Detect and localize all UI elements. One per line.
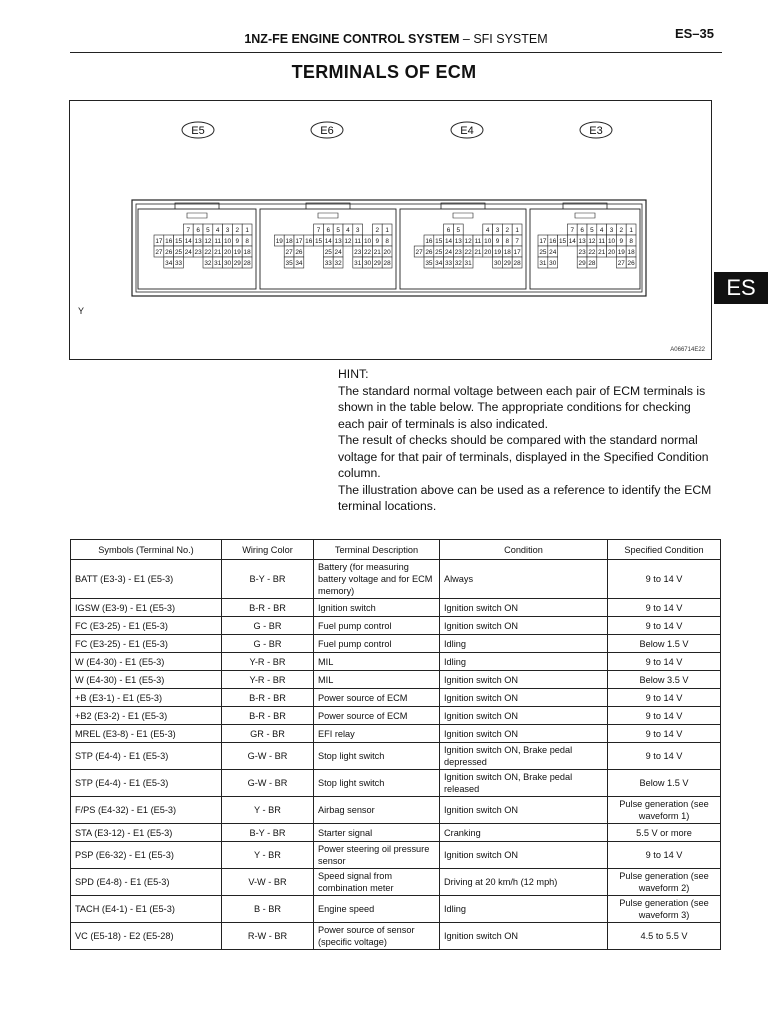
cell-symbols: SPD (E4-8) - E1 (E5-3)	[71, 869, 222, 896]
terminal-number: 4	[215, 227, 220, 235]
cell-wiring-color: Y-R - BR	[222, 653, 314, 671]
cell-condition: Cranking	[440, 824, 608, 842]
table-row	[71, 635, 721, 653]
connector-label: E4	[460, 125, 474, 137]
terminal-number: 30	[223, 260, 232, 268]
terminal-number: 17	[539, 238, 547, 246]
terminal-number: 10	[484, 238, 492, 246]
terminal-number: 13	[454, 238, 462, 246]
terminal-number: 32	[334, 260, 342, 268]
terminal-number: 12	[204, 238, 212, 246]
cell-specified: 9 to 14 V	[608, 707, 721, 725]
cell-wiring-color: B-Y - BR	[222, 560, 314, 599]
cell-condition: Driving at 20 km/h (12 mph)	[440, 869, 608, 896]
terminal-number: 7	[316, 227, 321, 235]
cell-symbols: W (E4-30) - E1 (E5-3)	[71, 653, 222, 671]
header-title-main: 1NZ-FE ENGINE CONTROL SYSTEM	[244, 32, 460, 46]
terminal-number: 3	[225, 227, 230, 235]
cell-description: Ignition switch	[314, 599, 440, 617]
cell-wiring-color: G-W - BR	[222, 743, 314, 770]
cell-specified: Pulse generation (see waveform 3)	[608, 896, 721, 923]
cell-description: Power source of ECM	[314, 689, 440, 707]
terminal-number: 6	[580, 227, 584, 235]
terminal-number: 15	[174, 238, 183, 246]
cell-symbols: STP (E4-4) - E1 (E5-3)	[71, 743, 222, 770]
terminal-number: 1	[245, 227, 249, 235]
terminal-number: 21	[373, 249, 381, 257]
table-row	[71, 824, 721, 842]
terminal-number: 1	[385, 227, 389, 235]
terminal-number: 26	[165, 249, 173, 257]
terminal-number: 32	[454, 260, 462, 268]
connector-label: E3	[589, 125, 603, 137]
table-row	[71, 725, 721, 743]
table-row	[71, 689, 721, 707]
column-header-description: Terminal Description	[314, 540, 440, 560]
cell-symbols: IGSW (E3-9) - E1 (E5-3)	[71, 599, 222, 617]
table-row	[71, 842, 721, 869]
terminal-number: 14	[324, 238, 332, 246]
table-row	[71, 671, 721, 689]
cell-specified: Pulse generation (see waveform 1)	[608, 797, 721, 824]
terminal-number: 23	[194, 249, 202, 257]
table-row	[71, 743, 721, 770]
hint-block	[338, 366, 718, 515]
terminal-number: 29	[233, 260, 241, 268]
cell-symbols: STP (E4-4) - E1 (E5-3)	[71, 770, 222, 797]
hint-paragraph-3: The illustration above can be used as a reference to identify the ECM terminal locations.	[338, 482, 712, 513]
terminal-number: 25	[539, 249, 547, 257]
terminal-number: 26	[425, 249, 433, 257]
terminal-number: 5	[456, 227, 461, 235]
connector-key	[318, 213, 338, 218]
terminal-number: 18	[503, 249, 511, 257]
terminal-number: 6	[326, 227, 331, 235]
connector-key	[187, 213, 207, 218]
terminal-number: 11	[598, 238, 606, 246]
terminal-number: 7	[570, 227, 575, 235]
cell-wiring-color: G - BR	[222, 617, 314, 635]
terminal-number: 9	[619, 238, 624, 246]
cell-symbols: MREL (E3-8) - E1 (E5-3)	[71, 725, 222, 743]
cell-symbols: STA (E3-12) - E1 (E5-3)	[71, 824, 222, 842]
terminal-number: 29	[503, 260, 511, 268]
terminal-number: 27	[415, 249, 423, 257]
cell-condition: Ignition switch ON	[440, 617, 608, 635]
cell-description: Power steering oil pressure sensor	[314, 842, 440, 869]
cell-symbols: W (E4-30) - E1 (E5-3)	[71, 671, 222, 689]
terminal-number: 28	[383, 260, 391, 268]
cell-condition: Ignition switch ON, Brake pedal released	[440, 770, 608, 797]
terminal-number: 27	[155, 249, 163, 257]
terminal-number: 17	[295, 238, 303, 246]
terminal-number: 20	[607, 249, 616, 257]
terminal-number: 9	[375, 238, 380, 246]
cell-specified: 9 to 14 V	[608, 725, 721, 743]
cell-condition: Ignition switch ON	[440, 725, 608, 743]
terminal-number: 4	[485, 227, 490, 235]
terminal-number: 29	[373, 260, 381, 268]
cell-symbols: VC (E5-18) - E2 (E5-28)	[71, 923, 222, 950]
terminal-number: 17	[155, 238, 163, 246]
column-header-condition: Condition	[440, 540, 608, 560]
terminal-number: 12	[464, 238, 472, 246]
terminal-number: 18	[285, 238, 293, 246]
terminal-number: 20	[223, 249, 232, 257]
terminal-number: 16	[165, 238, 173, 246]
terminal-number: 2	[375, 227, 380, 235]
terminal-number: 30	[493, 260, 502, 268]
terminal-number: 21	[598, 249, 606, 257]
terminal-number: 11	[354, 238, 362, 246]
cell-wiring-color: G-W - BR	[222, 770, 314, 797]
terminal-number: 3	[495, 227, 500, 235]
terminal-number: 17	[513, 249, 521, 257]
terminal-number: 31	[354, 260, 362, 268]
terminal-number: 16	[425, 238, 433, 246]
terminal-number: 8	[505, 238, 510, 246]
cell-description: MIL	[314, 653, 440, 671]
cell-symbols: BATT (E3-3) - E1 (E5-3)	[71, 560, 222, 599]
terminal-number: 23	[578, 249, 586, 257]
terminal-number: 11	[214, 238, 222, 246]
terminal-number: 19	[233, 249, 241, 257]
terminal-number: 34	[165, 260, 173, 268]
table-row	[71, 896, 721, 923]
cell-condition: Ignition switch ON, Brake pedal depressed	[440, 743, 608, 770]
cell-specified: 9 to 14 V	[608, 560, 721, 599]
cell-description: Power source of ECM	[314, 707, 440, 725]
cell-description: EFI relay	[314, 725, 440, 743]
cell-description: Airbag sensor	[314, 797, 440, 824]
column-header-symbols: Symbols (Terminal No.)	[71, 540, 222, 560]
cell-description: Battery (for measuring battery voltage and for ECM memory)	[314, 560, 440, 599]
terminal-number: 13	[334, 238, 342, 246]
terminal-number: 16	[549, 238, 557, 246]
header-title-separator: –	[462, 32, 470, 46]
terminal-number: 15	[314, 238, 323, 246]
cell-condition: Idling	[440, 635, 608, 653]
terminal-number: 29	[578, 260, 586, 268]
table-row	[71, 869, 721, 896]
hint-paragraph-2: The result of checks should be compared with the standard normal voltage for that pair of terminals, displayed in the Specified Condition column.	[338, 433, 709, 480]
terminal-number: 11	[474, 238, 482, 246]
terminal-number: 24	[444, 249, 453, 257]
terminal-number: 12	[344, 238, 352, 246]
terminal-number: 26	[627, 260, 635, 268]
terminal-number: 28	[243, 260, 251, 268]
page-number: ES–35	[674, 26, 714, 41]
cell-description: Power source of sensor (specific voltage)	[314, 923, 440, 950]
terminal-number: 21	[214, 249, 222, 257]
terminal-number: 27	[285, 249, 293, 257]
terminal-number: 16	[305, 238, 313, 246]
terminal-number: 18	[243, 249, 251, 257]
terminal-number: 7	[515, 238, 519, 246]
cell-description: Stop light switch	[314, 743, 440, 770]
header-title-sub: SFI SYSTEM	[473, 32, 548, 46]
terminal-number: 5	[206, 227, 210, 235]
terminal-number: 10	[363, 238, 372, 246]
table-row	[71, 923, 721, 950]
terminal-number: 19	[275, 238, 283, 246]
terminal-number: 2	[235, 227, 240, 235]
cell-description: Fuel pump control	[314, 635, 440, 653]
cell-symbols: TACH (E4-1) - E1 (E5-3)	[71, 896, 222, 923]
terminal-number: 24	[184, 249, 192, 257]
cell-wiring-color: V-W - BR	[222, 869, 314, 896]
terminal-number: 5	[590, 227, 594, 235]
cell-description: Starter signal	[314, 824, 440, 842]
cell-wiring-color: B-R - BR	[222, 707, 314, 725]
terminal-number: 30	[549, 260, 557, 268]
terminal-number: 20	[383, 249, 391, 257]
terminal-number: 27	[617, 260, 625, 268]
connector-label: E5	[191, 125, 205, 137]
cell-specified: Below 1.5 V	[608, 635, 721, 653]
table-row	[71, 797, 721, 824]
terminal-number: 6	[196, 227, 200, 235]
terminal-number: 3	[355, 227, 360, 235]
terminal-number: 35	[425, 260, 433, 268]
terminal-number: 1	[629, 227, 633, 235]
table-row	[71, 653, 721, 671]
connector-label: E6	[320, 125, 334, 137]
cell-specified: 9 to 14 V	[608, 653, 721, 671]
terminal-number: 20	[484, 249, 492, 257]
page-header	[70, 22, 722, 53]
terminal-number: 12	[588, 238, 596, 246]
terminal-number: 26	[295, 249, 303, 257]
cell-specified: 4.5 to 5.5 V	[608, 923, 721, 950]
table-row	[71, 560, 721, 599]
cell-description: Speed signal from combination meter	[314, 869, 440, 896]
cell-wiring-color: B-Y - BR	[222, 824, 314, 842]
terminal-number: 5	[336, 227, 340, 235]
cell-description: Engine speed	[314, 896, 440, 923]
terminal-number: 9	[495, 238, 500, 246]
ecm-terminal-table	[70, 539, 721, 950]
cell-symbols: +B (E3-1) - E1 (E5-3)	[71, 689, 222, 707]
terminal-number: 2	[505, 227, 510, 235]
page-title: TERMINALS OF ECM	[291, 62, 477, 82]
cell-specified: 9 to 14 V	[608, 689, 721, 707]
cell-wiring-color: G - BR	[222, 635, 314, 653]
terminal-number: 25	[435, 249, 443, 257]
terminal-number: 1	[515, 227, 519, 235]
connector-diagram	[70, 101, 713, 361]
cell-condition: Ignition switch ON	[440, 797, 608, 824]
cell-wiring-color: B-R - BR	[222, 599, 314, 617]
cell-condition: Ignition switch ON	[440, 842, 608, 869]
cell-wiring-color: B-R - BR	[222, 689, 314, 707]
cell-wiring-color: Y - BR	[222, 797, 314, 824]
cell-wiring-color: R-W - BR	[222, 923, 314, 950]
terminal-number: 34	[295, 260, 303, 268]
terminal-number: 22	[464, 249, 472, 257]
terminal-number: 15	[558, 238, 567, 246]
terminal-number: 30	[363, 260, 372, 268]
header-title	[70, 32, 722, 46]
terminal-number: 6	[446, 227, 451, 235]
terminal-number: 2	[619, 227, 624, 235]
terminal-number: 31	[214, 260, 222, 268]
terminal-number: 18	[627, 249, 635, 257]
cell-specified: Pulse generation (see waveform 2)	[608, 869, 721, 896]
table-row	[71, 599, 721, 617]
terminal-number: 22	[588, 249, 596, 257]
column-header-wiring: Wiring Color	[222, 540, 314, 560]
terminal-number: 19	[493, 249, 502, 257]
cell-symbols: FC (E3-25) - E1 (E5-3)	[71, 617, 222, 635]
cell-symbols: FC (E3-25) - E1 (E5-3)	[71, 635, 222, 653]
connector-key	[453, 213, 473, 218]
cell-wiring-color: Y - BR	[222, 842, 314, 869]
terminal-number: 25	[174, 249, 183, 257]
connector-key	[575, 213, 595, 218]
cell-condition: Ignition switch ON	[440, 923, 608, 950]
cell-symbols: F/PS (E4-32) - E1 (E5-3)	[71, 797, 222, 824]
terminal-number: 21	[474, 249, 482, 257]
terminal-number: 23	[454, 249, 462, 257]
cell-wiring-color: GR - BR	[222, 725, 314, 743]
cell-condition: Ignition switch ON	[440, 689, 608, 707]
terminal-number: 33	[174, 260, 183, 268]
terminal-number: 9	[235, 238, 240, 246]
terminal-number: 31	[539, 260, 547, 268]
terminal-number: 23	[354, 249, 362, 257]
terminal-number: 13	[578, 238, 586, 246]
terminal-number: 14	[184, 238, 192, 246]
terminal-number: 8	[629, 238, 633, 246]
cell-specified: 9 to 14 V	[608, 599, 721, 617]
ecm-connector-figure	[69, 100, 712, 360]
cell-condition: Ignition switch ON	[440, 599, 608, 617]
cell-symbols: PSP (E6-32) - E1 (E5-3)	[71, 842, 222, 869]
cell-condition: Ignition switch ON	[440, 707, 608, 725]
terminal-number: 33	[324, 260, 332, 268]
terminal-number: 14	[444, 238, 453, 246]
cell-specified: 9 to 14 V	[608, 617, 721, 635]
cell-description: MIL	[314, 671, 440, 689]
cell-specified: Below 3.5 V	[608, 671, 721, 689]
cell-condition: Idling	[440, 896, 608, 923]
hint-heading: HINT:	[338, 367, 369, 381]
cell-wiring-color: Y-R - BR	[222, 671, 314, 689]
table-row	[71, 770, 721, 797]
cell-condition: Idling	[440, 653, 608, 671]
figure-y-label: Y	[78, 306, 85, 316]
cell-condition: Always	[440, 560, 608, 599]
column-header-specified: Specified Condition	[608, 540, 721, 560]
terminal-number: 34	[435, 260, 443, 268]
terminal-number: 19	[617, 249, 625, 257]
terminal-number: 15	[435, 238, 443, 246]
figure-code: A066714E22	[670, 347, 705, 353]
cell-specified: 9 to 14 V	[608, 743, 721, 770]
terminal-number: 33	[444, 260, 453, 268]
terminal-number: 10	[223, 238, 232, 246]
hint-paragraph-1: The standard normal voltage between each pair of ECM terminals is shown in the table below. The appropriate conditions for checking each pair of terminals is also indicated.	[338, 383, 706, 431]
table-row	[71, 707, 721, 725]
terminal-number: 24	[334, 249, 342, 257]
cell-specified: 9 to 14 V	[608, 842, 721, 869]
cell-description: Fuel pump control	[314, 617, 440, 635]
terminal-number: 4	[346, 227, 350, 235]
terminal-number: 28	[513, 260, 521, 268]
terminal-number: 28	[588, 260, 596, 268]
terminal-number: 14	[568, 238, 576, 246]
terminal-number: 25	[324, 249, 332, 257]
cell-specified: 5.5 V or more	[608, 824, 721, 842]
terminal-number: 22	[363, 249, 372, 257]
cell-symbols: +B2 (E3-2) - E1 (E5-3)	[71, 707, 222, 725]
cell-wiring-color: B - BR	[222, 896, 314, 923]
cell-description: Stop light switch	[314, 770, 440, 797]
cell-condition: Ignition switch ON	[440, 671, 608, 689]
terminal-number: 31	[464, 260, 472, 268]
terminal-number: 24	[549, 249, 557, 257]
terminal-number: 10	[607, 238, 616, 246]
terminal-number: 8	[245, 238, 249, 246]
table-header-row	[71, 540, 721, 560]
cell-specified: Below 1.5 V	[608, 770, 721, 797]
terminal-number: 8	[385, 238, 389, 246]
terminal-number: 3	[609, 227, 614, 235]
terminal-number: 7	[186, 227, 191, 235]
table-row	[71, 617, 721, 635]
terminal-number: 4	[599, 227, 604, 235]
section-tab: ES	[714, 272, 768, 304]
terminal-number: 35	[285, 260, 293, 268]
terminal-number: 22	[204, 249, 212, 257]
terminal-number: 13	[194, 238, 202, 246]
terminal-number: 32	[204, 260, 212, 268]
